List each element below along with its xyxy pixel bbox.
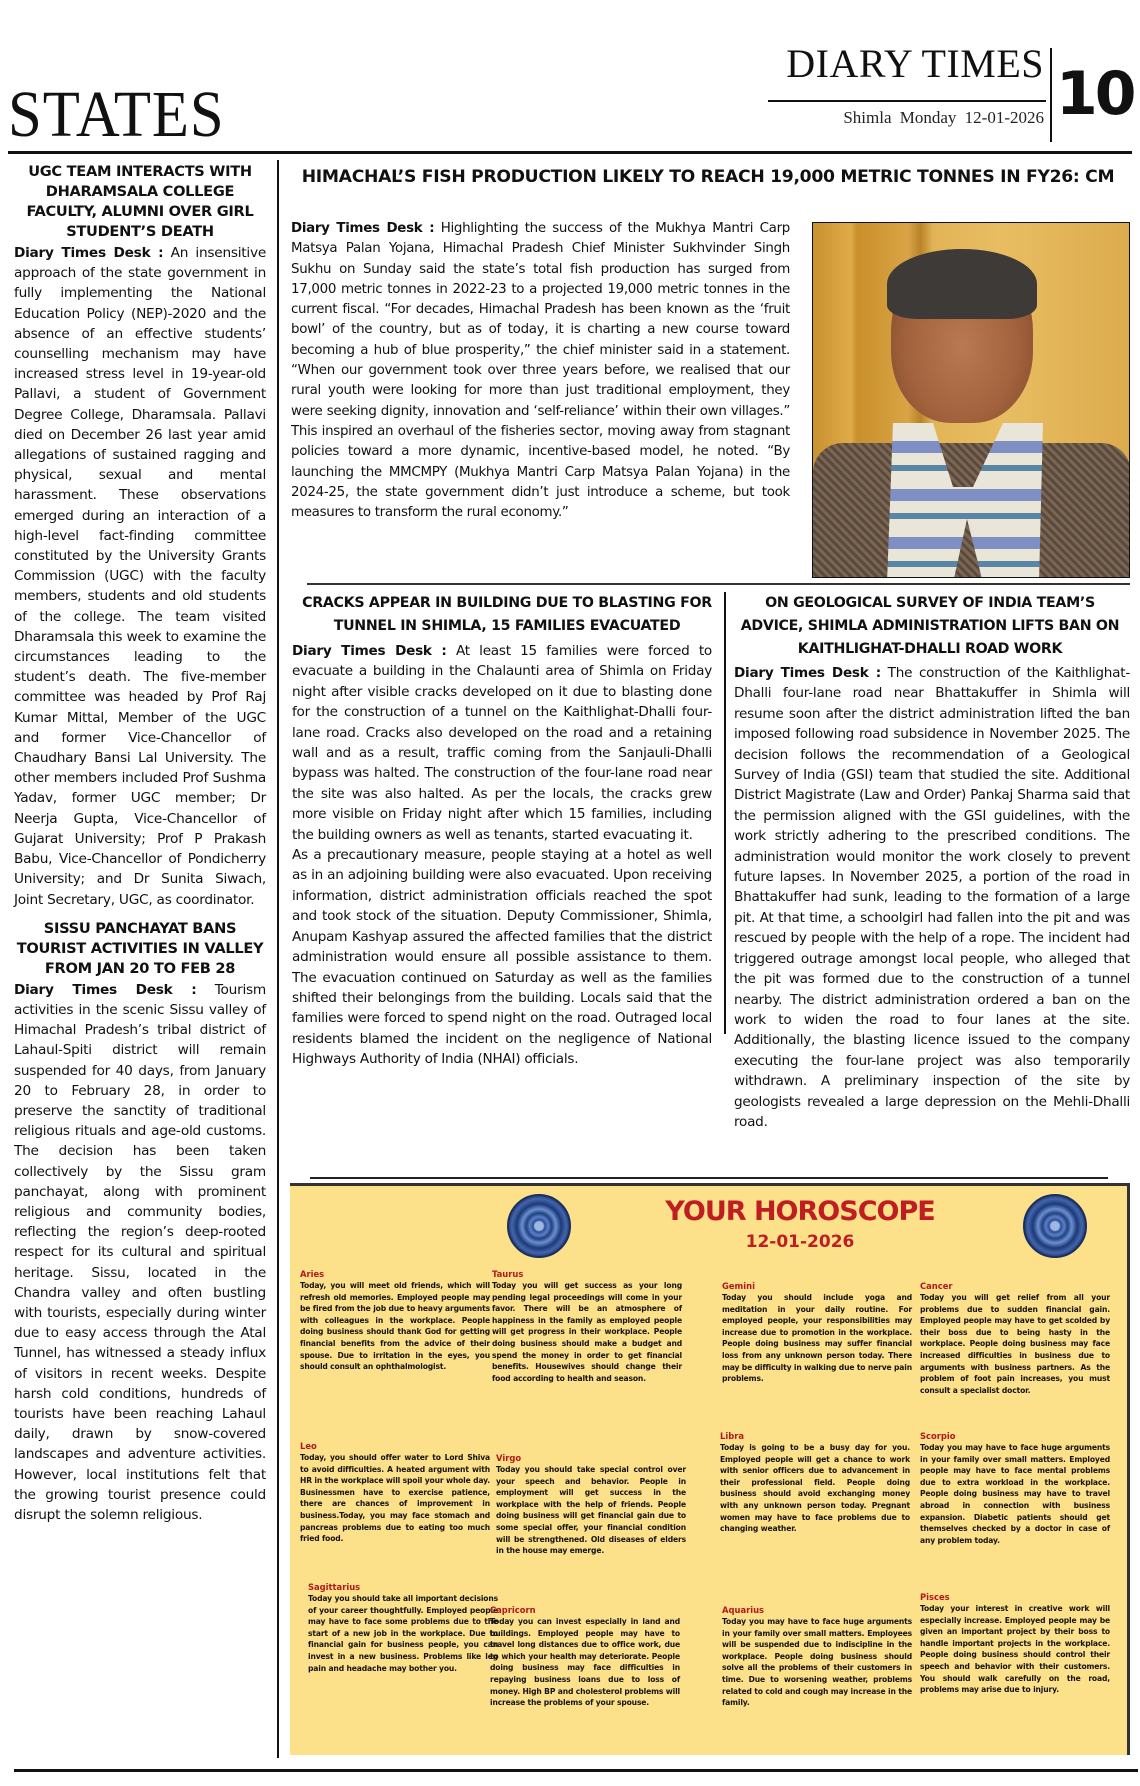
fish-byline: Diary Times Desk : bbox=[291, 221, 435, 236]
sign-capricorn bbox=[490, 1604, 680, 1709]
sign-text: Today you will get relief from all your problems due to sudden financial gain. Employed people may have to get scolded by their boss due to being hasty in the workplace. People doing business may face increased difficulties in business due to arguments with business partners. As the problem of foot pain increases, you must consult a specialist doctor. bbox=[920, 1293, 1110, 1395]
sign-pisces bbox=[920, 1591, 1110, 1696]
zodiac-wheel-icon bbox=[507, 1194, 571, 1258]
sign-taurus bbox=[492, 1268, 682, 1384]
left-column bbox=[14, 162, 266, 1525]
sign-text: Today, you should offer water to Lord Shiva to avoid difficulties. A heated argument with HR in the workplace will spoil your whole day. Businessmen have to exercise patience, there are chances of improvement in business.Today, you may face stomach and pancreas problems due to eating too much fried food. bbox=[300, 1453, 490, 1544]
sign-name: Aries bbox=[300, 1269, 325, 1279]
sign-text: Today you should take all important decisions of your career thoughtfully. Employed people may have to face some problems due to the start of a new job in the workplace. Due to financial gain for business people, you can invest in a new business. Problems like leg pain and headache may bother you. bbox=[308, 1594, 498, 1673]
cracks-paragraph-1 bbox=[292, 641, 712, 845]
ugc-text: An insensitive approach of the state government in fully implementing the National Education Policy (NEP)-2020 and the absence of an effective students’ counselling mechanism may have increased stress level in 19-year-old Pallavi, a student of Government Degree College, Dharamsala. Pallavi died on December 26 last year amid allegations of sustained ragging and physical, sexual and mental harassment. These observations emerged during an interaction of a high-level fact-finding committee constituted by the University Grants Commission (UGC) with the faculty members, students and old students of the college. The team visited Dharamsala this week to examine the circumstances leading to the student’s death. The five-member committee was headed by Prof Raj Kumar Mittal, Member of the UGC and former Vice-Chancellor of Chaudhary Bansi Lal University. The other members included Prof Sushma Yadav, former UGC member; Dr Neerja Gupta, Vice-Chancellor of Gujarat University; Prof P Prakash Babu, Vice-Chancellor of Pondicherry University; and Dr Sunita Siwach, Joint Secretary, UGC, as coordinator. bbox=[14, 245, 266, 908]
horoscope-title: YOUR HOROSCOPE bbox=[665, 1196, 935, 1227]
sissu-text: Tourism activities in the scenic Sissu valley of Himachal Pradesh’s tribal district of Lahaul-Spiti district will remain suspended for 40 days, from January 20 to February 28, in order to preserve the sanctity of traditional religious rituals and age-old customs. The decision has been taken collectively by the Sissu gram panchayat, along with prominent religious and community bodies, reflecting the region’s deep-rooted respect for its cultural and spiritual heritage. Sissu, located in the Chandra valley and often bustling with tourists, especially during winter due to easy access through the Atal Tunnel, has witnessed a steady influx of visitors in recent weeks. Despite harsh cold conditions, hundreds of tourists have been reaching Lahaul daily, drawn by snow-covered landscapes and adventure activities. However, local institutions felt that the growing tourist presence could disrupt the solemn religious. bbox=[14, 981, 266, 1523]
sign-name: Taurus bbox=[492, 1269, 524, 1279]
sign-scorpio bbox=[920, 1430, 1110, 1546]
cracks-text: At least 15 families were forced to evacuate a building in the Chalaunti area of Shimla on Friday night after visible cracks developed on it due to blasting done for the construction of a tunnel on the Kaithlighat-Dhalli four-lane road. Cracks also developed on the road and a retaining wall and as a result, traffic coming from the Sanjauli-Dhalli bypass was halted. The construction of the four-lane road near the site was also halted. As per the locals, the cracks grew more visible on Friday night after which 15 families, including the building owners as well as tenants, started evacuating it. bbox=[292, 643, 712, 843]
cracks-paragraph-2: As a precautionary measure, people staying at a hotel as well as in an adjoining building were also evacuated. Upon receiving information, district administration officials reached the spot and took stock of the situation. Deputy Commissioner, Shimla, Anupam Kashyap assured the affected families that the district administration would ensure all possible assistance to them. The evacuation continued on Saturday as well as the families shifted their belongings from the building. Locals said that the families were forced to spend night on the road. Outraged local residents blamed the incident on the negligence of National Highways Authority of India (NHAI) officials. bbox=[292, 847, 712, 1068]
column-divider bbox=[277, 160, 279, 1758]
sign-name: Gemini bbox=[722, 1281, 755, 1291]
sign-name: Cancer bbox=[920, 1281, 953, 1291]
sign-aquarius bbox=[722, 1604, 912, 1709]
sign-text: Today you will get success as your long pending legal proceedings will come in your favor. There will be an atmosphere of happiness in the family as employed people will get progress in their workplace. People doing business should make a budget and spend the money in order to get financial benefits. Housewives should change their food according to health and season. bbox=[492, 1281, 682, 1383]
gsi-article-body bbox=[734, 663, 1130, 1132]
sign-name: Scorpio bbox=[920, 1431, 956, 1441]
sign-text: Today you should include yoga and meditation in your daily routine. For employed people, your responsibilities may increase due to promotion in the workplace. People doing business may suffer financial loss from any unknown person today. There may be difficulty in walking due to nerve pain problems. bbox=[722, 1293, 912, 1384]
sign-gemini bbox=[722, 1280, 912, 1385]
sign-cancer bbox=[920, 1280, 1110, 1396]
ugc-article-body bbox=[14, 243, 266, 910]
article-divider bbox=[724, 592, 726, 1034]
sign-leo bbox=[300, 1440, 490, 1545]
sign-name: Leo bbox=[300, 1441, 317, 1451]
sign-text: Today you may have to face huge arguments in your family over small matters. Employees will be suspended due to indiscipline in the workplace. People doing business should solve all the problems of their customers in time. Due to worsening weather, problems related to cold and cough may increase in the family. bbox=[722, 1617, 912, 1708]
sign-name: Aquarius bbox=[722, 1605, 765, 1615]
horoscope-panel bbox=[290, 1183, 1130, 1755]
ugc-headline: UGC TEAM INTERACTS WITH DHARAMSALA COLLEGE FACULTY, ALUMNI OVER GIRL STUDENT’S DEATH bbox=[26, 163, 254, 240]
cracks-byline: Diary Times Desk : bbox=[292, 643, 447, 659]
cracks-article-body bbox=[292, 641, 712, 1070]
zodiac-wheel-icon bbox=[1023, 1194, 1087, 1258]
masthead-divider bbox=[1050, 48, 1052, 142]
sign-virgo bbox=[496, 1452, 686, 1557]
fish-headline: HIMACHAL’S FISH PRODUCTION LIKELY TO REACH 19,000 METRIC TONNES IN FY26: CM bbox=[301, 167, 1115, 187]
horoscope-date: 12-01-2026 bbox=[745, 1232, 855, 1252]
fish-text: Highlighting the success of the Mukhya Mantri Carp Matsya Palan Yojana, Himachal Pradesh Chief Minister Sukhvinder Singh Sukhu on Sunday said the state’s total fish production has surged from 17,000 metric tonnes in 2022-23 to a projected 19,000 metric tonnes in the current fiscal. “For decades, Himachal Pradesh has been known as the ‘fruit bowl’ of the country, but as of today, it is charting a new course toward becoming a hub of blue prosperity,” the chief minister said in a statement. “When our government took over three years before, we realised that our rural youth were looking for more than just traditional employment, they were seeking dignity, innovation and ‘self-reliance’ within their own villages.” This inspired an overhaul of the fisheries sector, moving away from stagnant policies toward a more dynamic, incentive-based model, he noted. “By launching the MMCMPY (Mukhya Mantri Carp Matsya Palan Yojana) in the 2024-25, the state government didn’t just introduce a scheme, but took measures to transform the rural economy.” bbox=[291, 221, 790, 521]
sign-name: Sagittarius bbox=[308, 1582, 361, 1592]
footer-rule bbox=[14, 1769, 1138, 1772]
cracks-headline: CRACKS APPEAR IN BUILDING DUE TO BLASTING FOR TUNNEL IN SHIMLA, 15 FAMILIES EVACUATED bbox=[302, 595, 712, 634]
header-rule bbox=[8, 151, 1132, 154]
gsi-text: The construction of the Kaithlighat-Dhalli four-lane road near Bhattakuffer in Shimla will resume soon after the district administration lifted the ban imposed following road subsidence in November 2025. The decision follows the recommendation of a Geological Survey of India (GSI) team that studied the site. Additional District Magistrate (Law and Order) Pankaj Sharma said that the permission aligned with the GSI guidelines, with the work strictly adhering to the prescribed conditions. The administration would monitor the work closely to prevent future lapses. In November 2025, a portion of the road in Bhattakuffer had sunk, leading to the formation of a large pit. At that time, a schoolgirl had fallen into the pit and was rescued by people with the help of a rope. The incident had triggered outrage amongst local people, who alleged that the pit was formed due to the construction of a tunnel nearby. The district administration ordered a ban on the work to widen the road to four lanes at the site. Additionally, the blasting licence issued to the company executing the four-lane project was also temporarily withdrawn. A preliminary inspection of the site by geologists revealed a large depression on the Mehli-Dhalli road. bbox=[734, 665, 1130, 1130]
photo-hair bbox=[887, 249, 1037, 319]
section-title: STATES bbox=[8, 78, 225, 151]
sign-text: Today is going to be a busy day for you. Employed people will get a chance to work with senior officers due to advancement in their professional field. People doing business should avoid exchanging money with any unknown person today. Pregnant women may have to face problems due to changing weather. bbox=[720, 1443, 910, 1534]
sign-name: Capricorn bbox=[490, 1605, 536, 1615]
sign-name: Libra bbox=[720, 1431, 744, 1441]
masthead-rule bbox=[768, 100, 1046, 102]
sign-text: Today your interest in creative work will especially increase. Employed people may be given an important project by their boss to handle important projects in the workplace. People doing business should control their speech and behavior with their customers. You should walk carefully on the road, problems may arise due to injury. bbox=[920, 1604, 1110, 1695]
sign-text: Today you can invest especially in land and buildings. Employed people may have to travel long distances due to office work, due to which your health may deteriorate. People doing business may face difficulties in repaying business loans due to loss of money. High BP and cholesterol problems will increase the problems of your spouse. bbox=[490, 1617, 680, 1708]
page-number: 10 bbox=[1056, 59, 1134, 129]
gsi-headline: ON GEOLOGICAL SURVEY OF INDIA TEAM’S ADVICE, SHIMLA ADMINISTRATION LIFTS BAN ON KAITHLIGHAT-DHALLI ROAD WORK bbox=[740, 595, 1120, 657]
sign-name: Pisces bbox=[920, 1592, 950, 1602]
sign-name: Virgo bbox=[496, 1453, 522, 1463]
sign-text: Today, you will meet old friends, which will refresh old memories. Employed people may be fired from the job due to heavy arguments with colleagues in the workplace. People doing business should thank God for getting financial benefits from the advice of their spouse. Due to irritation in the eyes, you should consult an ophthalmologist. bbox=[300, 1281, 490, 1372]
sissu-headline: SISSU PANCHAYAT BANS TOURIST ACTIVITIES IN VALLEY FROM JAN 20 TO FEB 28 bbox=[16, 919, 264, 977]
sissu-article-body bbox=[14, 980, 266, 1525]
sign-text: Today you may have to face huge arguments in your family over small matters. Employed people may have to face mental problems due to extra workload in the workplace. People doing business may have to travel abroad in connection with business expansion. Diabetic patients should get themselves checked by a doctor in case of any problem today. bbox=[920, 1443, 1110, 1545]
chief-minister-photo bbox=[812, 222, 1130, 578]
section-rule bbox=[307, 583, 1130, 585]
sign-sagittarius bbox=[308, 1581, 498, 1674]
fish-article-body bbox=[291, 219, 790, 523]
ugc-byline: Diary Times Desk : bbox=[14, 245, 164, 261]
article-bottom-rule bbox=[310, 1177, 722, 1179]
sign-aries bbox=[300, 1268, 490, 1373]
sign-libra bbox=[720, 1430, 910, 1535]
gsi-byline: Diary Times Desk : bbox=[734, 665, 881, 681]
sissu-byline: Diary Times Desk : bbox=[14, 981, 197, 998]
sign-text: Today you should take special control over your speech and behavior. People in employment will get success in the workplace with the help of friends. People doing business will get financial gain due to some special offer, your financial condition will be strengthened. Old diseases of elders in the house may emerge. bbox=[496, 1465, 686, 1556]
article-bottom-rule bbox=[720, 1177, 1108, 1179]
dateline: Shimla Monday 12-01-2026 bbox=[843, 108, 1044, 127]
newspaper-name: DIARY TIMES bbox=[786, 41, 1044, 86]
